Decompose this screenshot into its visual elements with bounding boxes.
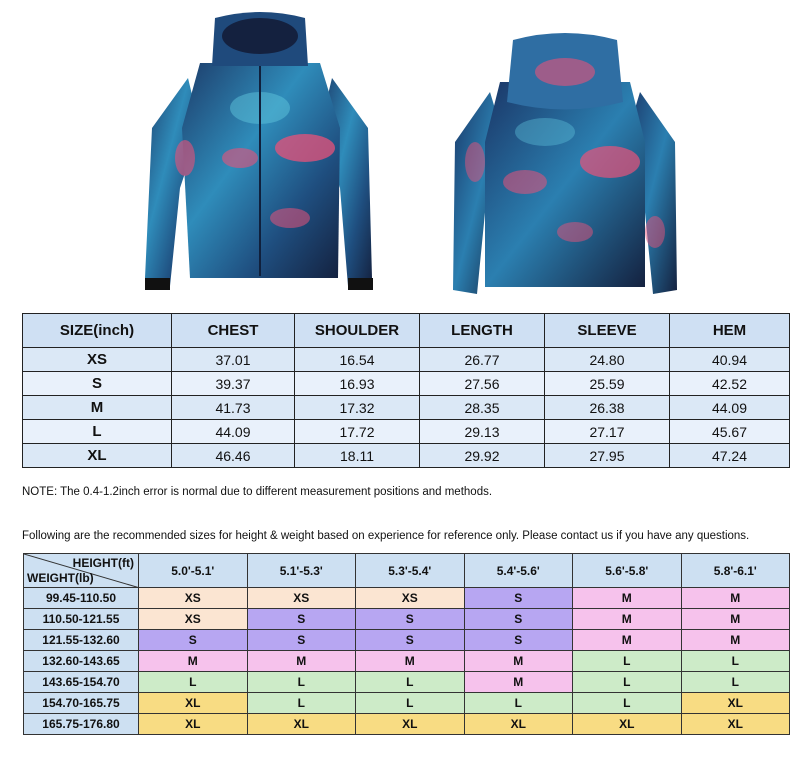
table-cell: 39.37 [172,372,295,396]
size-recommendation-cell: L [681,651,790,672]
size-recommendation-cell: M [681,588,790,609]
height-header: 5.4'-5.6' [464,554,573,588]
size-recommendation-cell: XL [356,714,465,735]
hw-body [24,588,790,735]
size-recommendation-cell: S [464,630,573,651]
table-row [24,630,790,651]
jacket-back-image [445,32,685,298]
weight-cell: 110.50-121.55 [24,609,139,630]
table-cell: 45.67 [670,420,790,444]
weight-cell: 165.75-176.80 [24,714,139,735]
table-row [24,651,790,672]
table-row [24,609,790,630]
table-cell: 24.80 [545,348,670,372]
table-cell: 28.35 [420,396,545,420]
table-row [23,348,790,372]
height-header: 5.0'-5.1' [139,554,248,588]
size-recommendation-cell: XS [356,588,465,609]
weight-cell: 99.45-110.50 [24,588,139,609]
size-recommendation-cell: M [573,588,682,609]
table-cell: 46.46 [172,444,295,468]
size-recommendation-cell: M [464,651,573,672]
measurement-note: NOTE: The 0.4-1.2inch error is normal due to different measurement positions and methods. [22,486,493,498]
size-recommendation-cell: XL [681,693,790,714]
column-header: SLEEVE [545,314,670,348]
table-row [24,714,790,735]
height-label: HEIGHT(ft) [72,556,134,570]
size-cell: L [23,420,172,444]
size-recommendation-cell: L [356,693,465,714]
column-header: SIZE(inch) [23,314,172,348]
table-cell: 29.92 [420,444,545,468]
table-row [23,420,790,444]
size-recommendation-cell: XS [247,588,356,609]
size-recommendation-cell: L [247,672,356,693]
table-cell: 44.09 [172,420,295,444]
corner-header [24,554,139,588]
height-header: 5.1'-5.3' [247,554,356,588]
size-recommendation-cell: L [681,672,790,693]
table-cell: 44.09 [670,396,790,420]
size-recommendation-cell: XL [464,714,573,735]
table-cell: 26.77 [420,348,545,372]
column-header: HEM [670,314,790,348]
size-cell: XL [23,444,172,468]
size-recommendation-cell: XL [247,714,356,735]
table-cell: 25.59 [545,372,670,396]
size-recommendation-cell: M [681,609,790,630]
table-row [23,372,790,396]
size-recommendation-cell: M [681,630,790,651]
size-chart-table [22,313,790,468]
table-cell: 47.24 [670,444,790,468]
size-recommendation-cell: XL [139,714,248,735]
size-recommendation-cell: L [573,651,682,672]
size-cell: S [23,372,172,396]
size-recommendation-cell: S [464,588,573,609]
table-row [24,588,790,609]
size-recommendation-cell: L [573,672,682,693]
table-cell: 37.01 [172,348,295,372]
size-recommendation-cell: M [356,651,465,672]
size-recommendation-cell: M [573,630,682,651]
table-cell: 29.13 [420,420,545,444]
size-recommendation-cell: XL [139,693,248,714]
column-header: SHOULDER [295,314,420,348]
size-recommendation-cell: S [464,609,573,630]
size-chart-header-row [23,314,790,348]
size-recommendation-cell: L [139,672,248,693]
table-row [23,396,790,420]
table-cell: 26.38 [545,396,670,420]
table-row [24,693,790,714]
table-cell: 16.93 [295,372,420,396]
hw-header-row [24,554,790,588]
weight-cell: 132.60-143.65 [24,651,139,672]
table-row [24,672,790,693]
size-recommendation-cell: S [139,630,248,651]
size-recommendation-cell: S [356,609,465,630]
size-recommendation-cell: XS [139,588,248,609]
size-recommendation-cell: L [464,693,573,714]
height-header: 5.6'-5.8' [573,554,682,588]
table-cell: 18.11 [295,444,420,468]
size-recommendation-cell: XL [573,714,682,735]
height-header: 5.3'-5.4' [356,554,465,588]
size-cell: XS [23,348,172,372]
size-recommendation-cell: S [247,609,356,630]
table-cell: 27.95 [545,444,670,468]
jacket-front-image [140,8,380,306]
size-recommendation-cell: M [573,609,682,630]
table-row [23,444,790,468]
table-cell: 41.73 [172,396,295,420]
weight-cell: 154.70-165.75 [24,693,139,714]
size-recommendation-cell: XL [681,714,790,735]
table-cell: 27.56 [420,372,545,396]
size-recommendation-cell: L [356,672,465,693]
table-cell: 42.52 [670,372,790,396]
height-header: 5.8'-6.1' [681,554,790,588]
column-header: LENGTH [420,314,545,348]
size-cell: M [23,396,172,420]
size-recommendation-cell: M [247,651,356,672]
height-weight-table [23,553,790,735]
weight-label: WEIGHT(lb) [27,571,94,585]
table-cell: 17.72 [295,420,420,444]
size-recommendation-cell: M [464,672,573,693]
size-recommendation-cell: L [573,693,682,714]
size-recommendation-cell: L [247,693,356,714]
size-recommendation-cell: XS [139,609,248,630]
column-header: CHEST [172,314,295,348]
table-cell: 16.54 [295,348,420,372]
size-recommendation-cell: S [247,630,356,651]
recommendation-text: Following are the recommended sizes for height & weight based on experience for reference only. Please contact us if you have any questions. [22,530,750,542]
weight-cell: 121.55-132.60 [24,630,139,651]
table-cell: 27.17 [545,420,670,444]
table-cell: 17.32 [295,396,420,420]
weight-cell: 143.65-154.70 [24,672,139,693]
table-cell: 40.94 [670,348,790,372]
size-recommendation-cell: M [139,651,248,672]
size-recommendation-cell: S [356,630,465,651]
